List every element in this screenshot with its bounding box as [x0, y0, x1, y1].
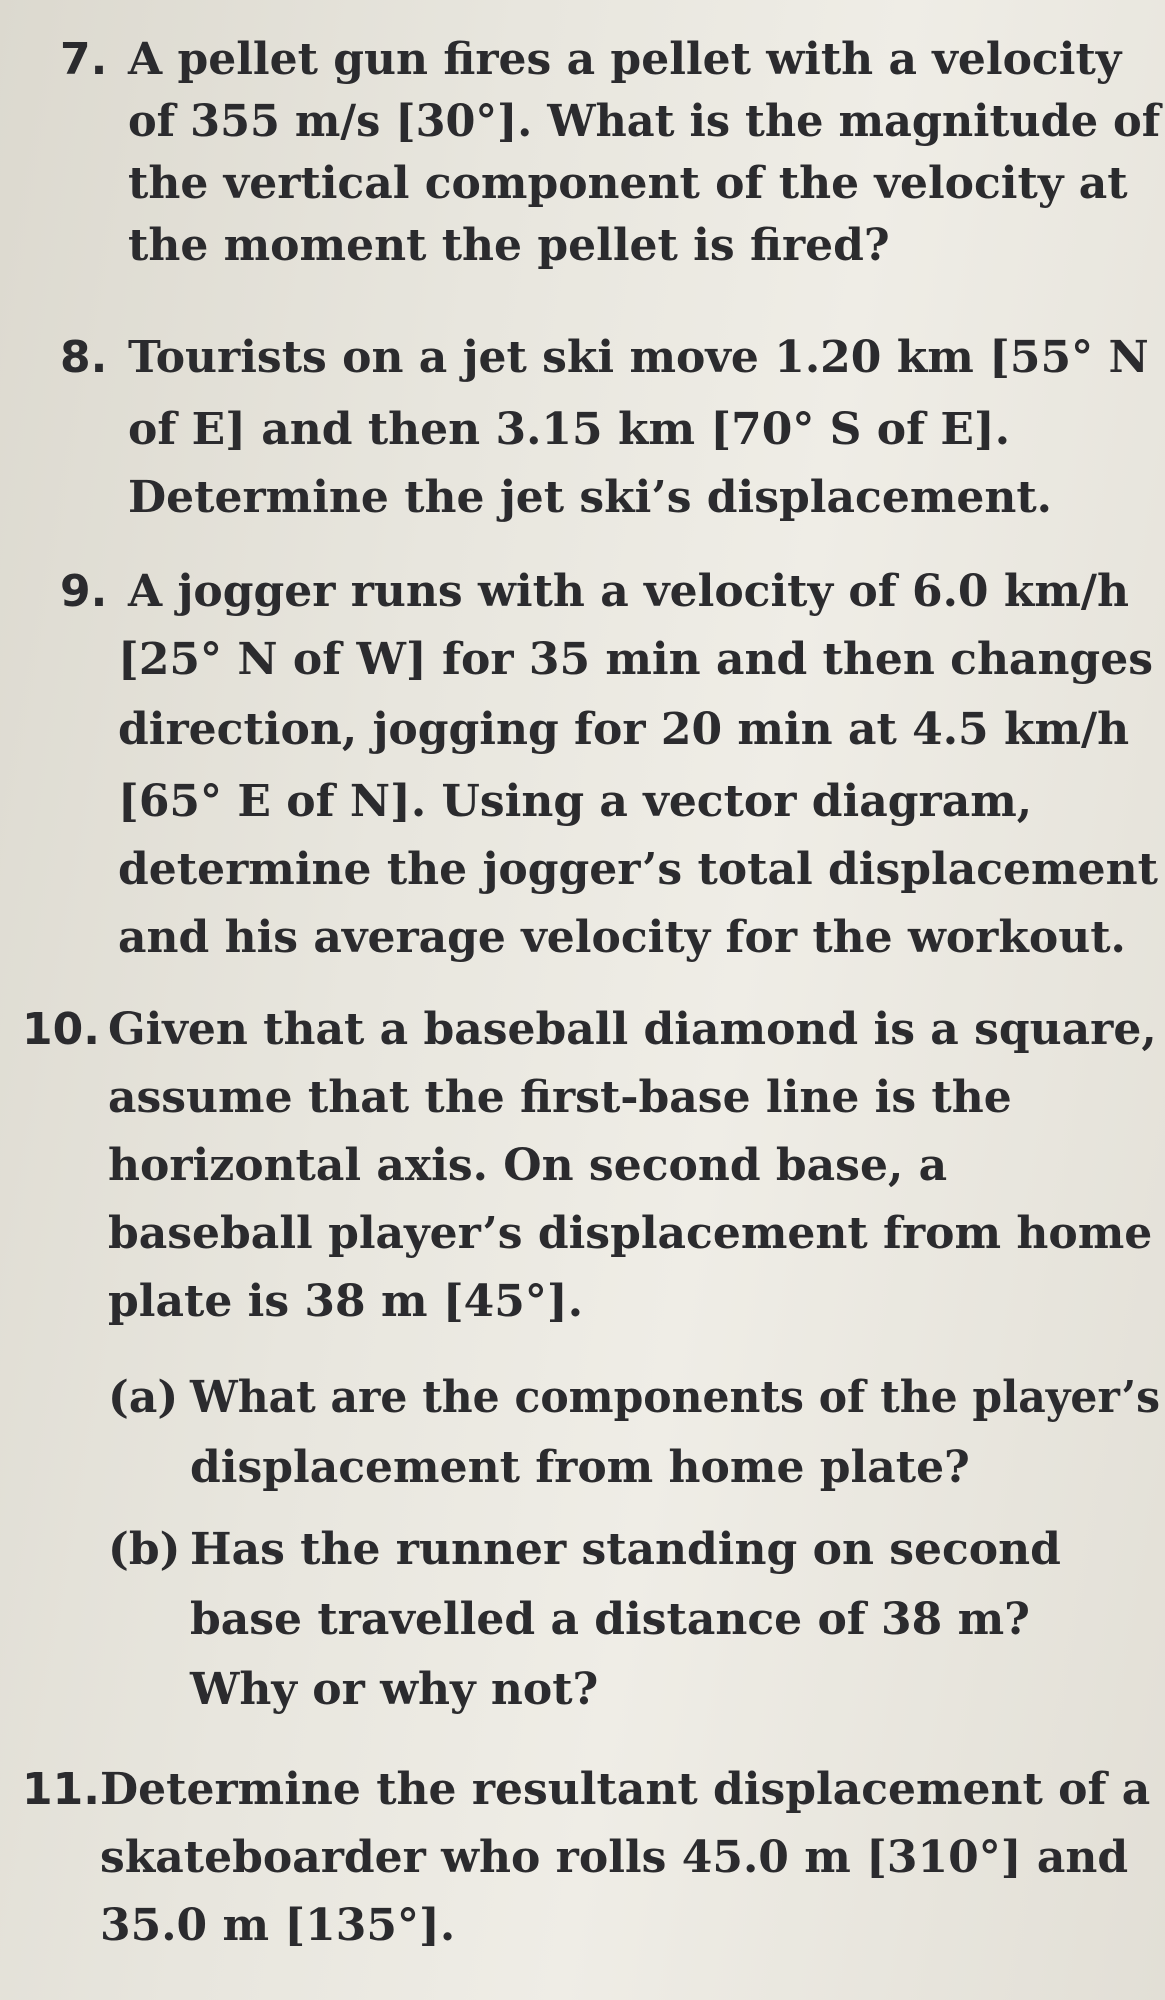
problem-10-line-1: Given that a baseball diamond is a square,	[108, 1004, 1157, 1055]
problem-10-line-3: horizontal axis. On second base, a	[108, 1140, 948, 1191]
problem-9-line-4: [65° E of N]. Using a vector diagram,	[118, 776, 1033, 827]
problem-7-line-3: the vertical component of the velocity at	[128, 158, 1128, 209]
problem-9-line-5: determine the jogger’s total displacement	[118, 844, 1158, 895]
problem-10-part-a-line-2: displacement from home plate?	[190, 1442, 970, 1493]
problem-8-line-2: of E] and then 3.15 km [70° S of E].	[128, 404, 1011, 455]
problem-10-part-a-line-1: What are the components of the player’s	[190, 1372, 1161, 1423]
problem-9-line-3: direction, jogging for 20 min at 4.5 km/h	[118, 704, 1130, 755]
problem-10-line-4: baseball player’s displacement from home	[108, 1208, 1153, 1259]
problem-11-line-2: skateboarder who rolls 45.0 m [310°] and	[100, 1832, 1129, 1883]
problem-7-line-1: A pellet gun fires a pellet with a velocity	[128, 34, 1122, 85]
problem-10-part-b-label: (b)	[108, 1524, 181, 1575]
problem-10-part-b-line-1: Has the runner standing on second	[190, 1524, 1061, 1575]
problem-10-line-2: assume that the first-base line is the	[108, 1072, 1012, 1123]
problem-7-line-2: of 355 m/s [30°]. What is the magnitude of	[128, 96, 1161, 147]
problem-10-part-b-line-2: base travelled a distance of 38 m?	[190, 1594, 1030, 1645]
problem-9-line-2: [25° N of W] for 35 min and then changes	[118, 634, 1153, 685]
problem-10-part-b-line-3: Why or why not?	[190, 1664, 599, 1715]
problem-10-number: 10.	[22, 1004, 100, 1055]
problem-9-number: 9.	[60, 566, 108, 617]
problem-10-part-a-label: (a)	[108, 1372, 179, 1423]
problem-9-line-6: and his average velocity for the workout.	[118, 912, 1126, 963]
problem-10-line-5: plate is 38 m [45°].	[108, 1276, 584, 1327]
problem-11-number: 11.	[22, 1764, 100, 1815]
problem-8-line-1: Tourists on a jet ski move 1.20 km [55° N	[128, 332, 1149, 383]
problem-8-line-3: Determine the jet ski’s displacement.	[128, 472, 1052, 523]
problem-8-number: 8.	[60, 332, 108, 383]
problem-7-line-4: the moment the pellet is fired?	[128, 220, 890, 271]
problem-9-line-1: A jogger runs with a velocity of 6.0 km/h	[128, 566, 1129, 617]
problem-11-line-3: 35.0 m [135°].	[100, 1900, 456, 1951]
problem-11-line-1: Determine the resultant displacement of a	[100, 1764, 1151, 1815]
problem-7-number: 7.	[60, 34, 108, 85]
